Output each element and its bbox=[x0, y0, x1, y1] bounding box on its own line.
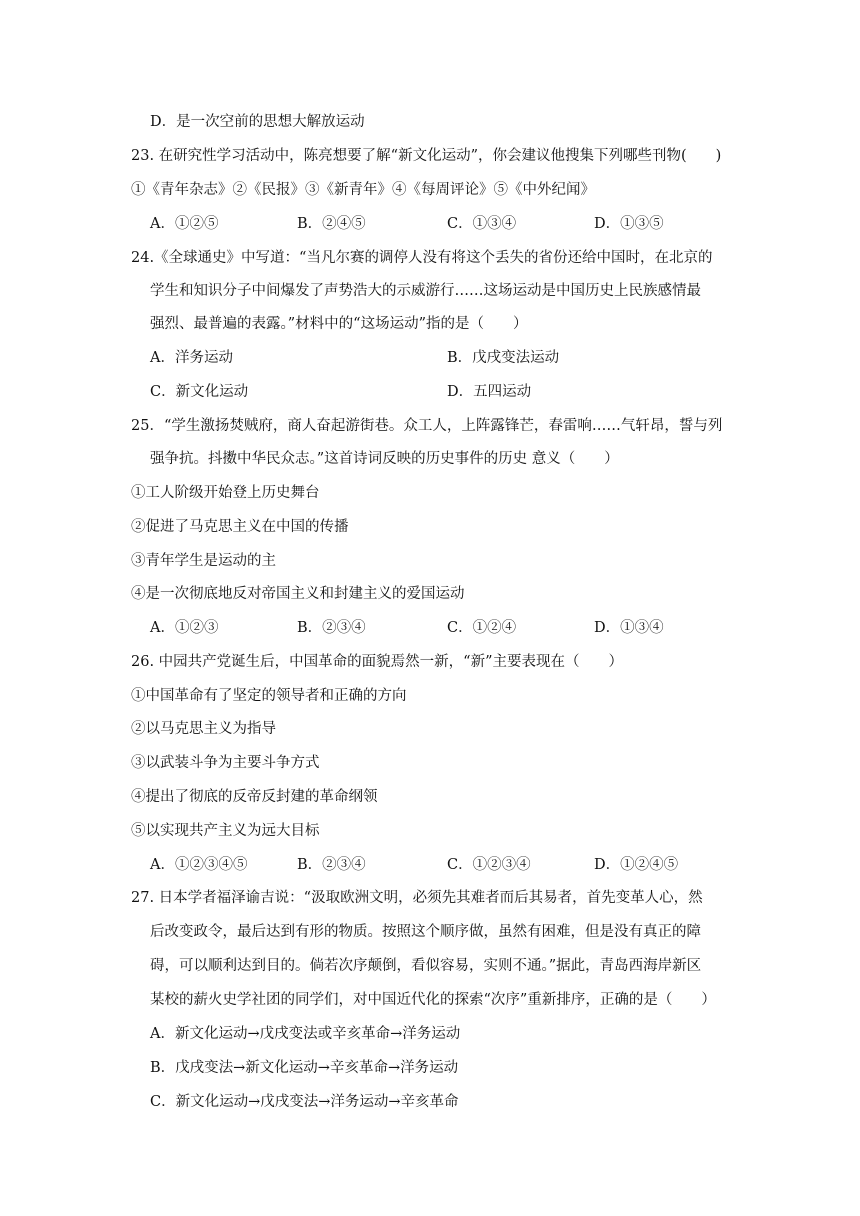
q23-option-d: D．①③⑤ bbox=[594, 216, 664, 232]
q25-item-2: ②促进了马克思主义在中国的传播 bbox=[131, 519, 349, 535]
q26-option-c: C．①②③④ bbox=[447, 857, 531, 873]
q24-stem-line-2: 学生和知识分子中间爆发了声势浩大的示威游行……这场运动是中国历史上民族感情最 bbox=[150, 283, 701, 299]
q25-item-3: ③青年学生是运动的主 bbox=[131, 553, 276, 569]
q23-option-b: B．②④⑤ bbox=[297, 216, 366, 232]
q25-option-c: C．①②④ bbox=[447, 620, 517, 636]
q27-stem-line-4: 某校的薪火史学社团的同学们，对中国近代化的探索“次序”重新排序，正确的是（ ） bbox=[150, 992, 716, 1008]
q24-option-b: B．戊戌变法运动 bbox=[447, 350, 560, 366]
q23-option-a: A．①②⑤ bbox=[150, 216, 219, 232]
q27-option-a: A．新文化运动→戊戌变法或辛亥革命→洋务运动 bbox=[150, 1026, 461, 1042]
q23-option-c: C．①③④ bbox=[447, 216, 517, 232]
q26-item-1: ①中国革命有了坚定的领导者和正确的方向 bbox=[131, 688, 407, 704]
q22-option-d: D．是一次空前的思想大解放运动 bbox=[150, 114, 365, 130]
q27-option-c: C．新文化运动→戊戌变法→洋务运动→辛亥革命 bbox=[150, 1094, 459, 1110]
q23-items: ①《青年杂志》②《民报》③《新青年》④《每周评论》⑤《中外纪闻》 bbox=[131, 182, 595, 198]
q26-option-a: A．①②③④⑤ bbox=[150, 857, 248, 873]
q26-item-5: ⑤以实现共产主义为远大目标 bbox=[131, 823, 320, 839]
q25-stem-line-1: 25．“学生激扬焚贼府，商人奋起游街巷。众工人，上阵露锋芒，春雷响……气轩昂，誓与列 bbox=[131, 418, 723, 434]
q25-option-b: B．②③④ bbox=[297, 620, 366, 636]
q24-stem-line-1: 24.《全球通史》中写道：“当凡尔赛的调停人没有将这个丢失的省份还给中国时，在北京的 bbox=[131, 250, 713, 266]
q25-item-4: ④是一次彻底地反对帝国主义和封建主义的爱国运动 bbox=[131, 586, 465, 602]
q26-item-4: ④提出了彻底的反帝反封建的革命纲领 bbox=[131, 789, 378, 805]
q24-stem-line-3: 强烈、最普遍的表露。”材料中的“这场运动”指的是（ ） bbox=[150, 316, 528, 332]
q24-option-d: D．五四运动 bbox=[447, 384, 532, 400]
q25-option-d: D．①③④ bbox=[594, 620, 664, 636]
q26-item-2: ②以马克思主义为指导 bbox=[131, 721, 276, 737]
q25-stem-line-2: 强争抗。抖擞中华民众志。”这首诗词反映的历史事件的历史 意义（ ） bbox=[150, 451, 619, 467]
q25-option-a: A．①②③ bbox=[150, 620, 219, 636]
q26-option-b: B．②③④ bbox=[297, 857, 366, 873]
q26-stem: 26. 中园共产党诞生后，中国革命的面貌焉然一新，“新”主要表现在（ ） bbox=[131, 654, 623, 670]
q23-stem: 23. 在研究性学习活动中，陈亮想要了解“新文化运动”，你会建议他搜集下列哪些刊物( ) bbox=[131, 148, 722, 164]
q24-option-c: C．新文化运动 bbox=[150, 384, 249, 400]
q24-option-a: A．洋务运动 bbox=[150, 350, 233, 366]
q27-stem-line-3: 碍，可以顺利达到目的。倘若次序颠倒，看似容易，实则不通。”据此，青岛西海岸新区 bbox=[150, 958, 702, 974]
q26-item-3: ③以武装斗争为主要斗争方式 bbox=[131, 755, 320, 771]
q26-option-d: D．①②④⑤ bbox=[594, 857, 679, 873]
q27-option-b: B．戊戌变法→新文化运动→辛亥革命→洋务运动 bbox=[150, 1060, 459, 1076]
q27-stem-line-2: 后改变政令，最后达到有形的物质。按照这个顺序做，虽然有困难，但是没有真正的障 bbox=[150, 924, 701, 940]
q27-stem-line-1: 27. 日本学者福泽谕吉说：“汲取欧洲文明，必须先其难者而后其易者，首先变革人心，然 bbox=[131, 890, 703, 906]
q25-item-1: ①工人阶级开始登上历史舞台 bbox=[131, 485, 320, 501]
